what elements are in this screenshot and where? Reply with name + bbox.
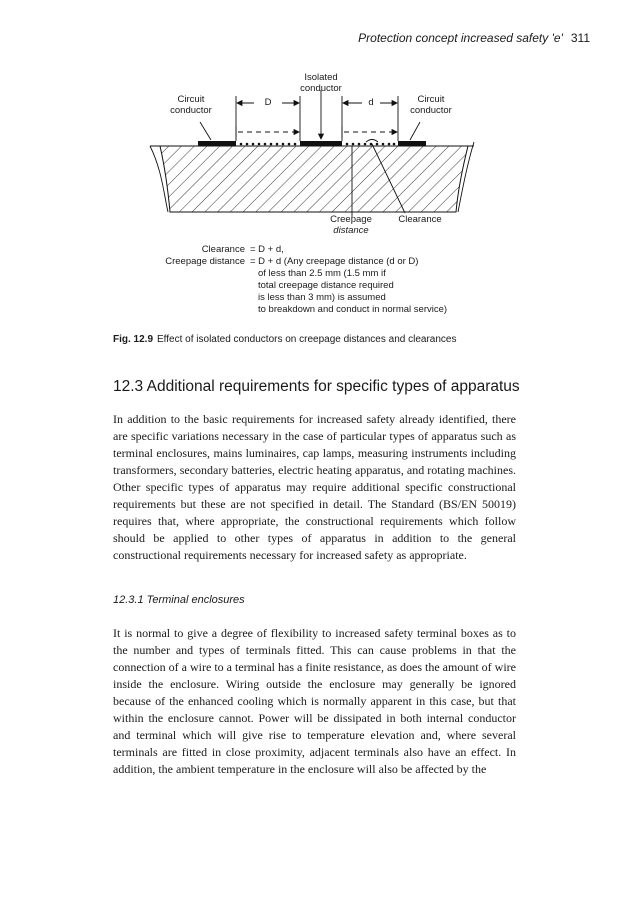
circuit-conductor-left-label: Circuit conductor xyxy=(170,94,212,116)
isolated-conductor-label: Isolated conductor xyxy=(300,72,342,94)
isolated-conductor-bar xyxy=(300,141,342,146)
running-header-title: Protection concept increased safety 'e' xyxy=(358,31,563,45)
creepage-note-line: total creepage distance required xyxy=(258,280,394,291)
figure-number: Fig. 12.9 xyxy=(113,334,154,345)
circuit-conductor-left-bar xyxy=(198,141,236,146)
figure-caption xyxy=(113,334,456,345)
clearance-equation-label: Clearance xyxy=(201,244,245,255)
section-heading: 12.3 Additional requirements for specific types of apparatus xyxy=(113,378,520,395)
creepage-note-line: to breakdown and conduct in normal service) xyxy=(258,304,448,315)
tracking-dots-right xyxy=(346,143,396,146)
subsection-paragraph: It is normal to give a degree of flexibility to increased safety terminal boxes as to the number and types of terminals fitted. This can cause problems in that the connection of a wire to a terminal has a finite resistance, as does the amount of wire inside the enclosure. Wiring outside the enclosure may generally be ignored because of the enhanced cooling which is normally apparent in this case, but that within the enclosure cannot. Power will be dissipated in both internal conductor and terminal which will give rise to temperature elevation and, where several terminals are fitted in close proximity, adjacent terminals also have an effect. In addition, the ambient temperature in the enclosure will also be affected by the xyxy=(113,626,516,776)
dimension-d-label: d xyxy=(368,97,374,108)
subsection-heading: 12.3.1 Terminal enclosures xyxy=(113,594,245,606)
circuit-conductor-right-label: Circuit conductor xyxy=(410,94,452,116)
right-conductor-leader xyxy=(410,122,420,140)
clearance-arc xyxy=(366,140,378,143)
creepage-equation-label: Creepage distance xyxy=(165,256,245,267)
running-header xyxy=(290,31,590,45)
circuit-conductor-right-bar xyxy=(398,141,426,146)
dimension-D-label: D xyxy=(264,97,272,108)
figure-12-9 xyxy=(140,60,485,245)
section-paragraph: In addition to the basic requirements for increased safety already identified, there are specific variations necessary in the case of particular types of apparatus such as terminal enclosures, mains luminaires, cap lamps, measuring instruments including transformers, secondary batteries, electric heating apparatus, and rotating machines. Other specific types of apparatus may require additional specific constructional requirements but these are not specified in detail. The Standard (BS/EN 50019) requires that, where appropriate, the constructional requirements which follow should be applied to other types of apparatus in addition to the general constructional requirements necessary for increased safety as appropriate. xyxy=(113,412,516,562)
creepage-equation-expr: = D + d (Any creepage distance (d or D) xyxy=(250,256,419,267)
creepage-note-line: is less than 3 mm) is assumed xyxy=(258,292,386,303)
tracking-dots-left xyxy=(240,143,297,146)
substrate-body xyxy=(160,146,468,212)
creepage-distance-label: Creepage distance xyxy=(330,214,372,236)
figure-caption-text: Effect of isolated conductors on creepage distances and clearances xyxy=(157,334,457,345)
creepage-note-line: of less than 2.5 mm (1.5 mm if xyxy=(258,268,386,279)
left-conductor-leader xyxy=(200,122,211,140)
clearance-equation-expr: = D + d, xyxy=(250,244,284,255)
page-number: 311 xyxy=(570,31,590,45)
clearance-label: Clearance xyxy=(398,214,442,225)
